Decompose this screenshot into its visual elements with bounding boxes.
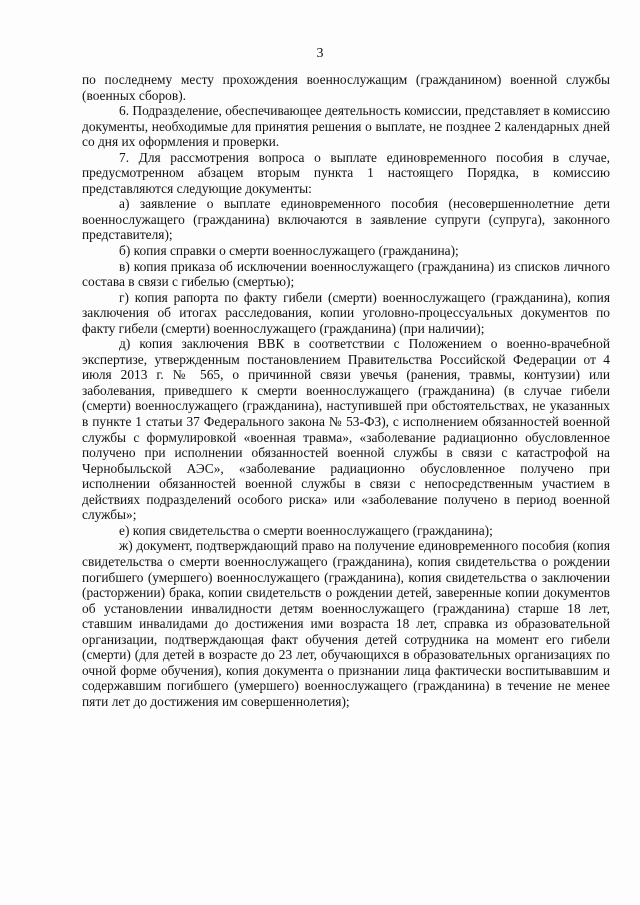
paragraph-subitem-a: а) заявление о выплате единовременного пособия (несовершеннолетние дети военнослужащего (гражданина) включаются в заявление супруги (супруга), законного представителя); — [82, 196, 610, 243]
paragraph-subitem-d: д) копия заключения ВВК в соответствии с Положением о военно-врачебной экспертизе, утвержденным постановлением Правительства Российской Федерации от 4 июля 2013 г. № 565, о причинной связи увечья (ранения, травмы, контузии) или заболевания, приведшего к смерти военнослужащего (гражданина) (в случае гибели (смерти) военнослужащего (гражданина), наступившей при обстоятельствах, не указанных в пункте 1 статьи 37 Федерального закона № 53-ФЗ), с исполнением обязанностей военной службы с формулировкой «военная травма», «заболевание радиационно обусловленное получено при исполнении обязанностей военной службы в связи с катастрофой на Чернобыльской АЭС», «заболевание радиационно обусловленное получено при исполнении обязанностей военной службы в связи с непосредственным участием в действиях подразделений особого риска» или «заболевание получено в период военной службы»; — [82, 336, 610, 523]
paragraph-item-6: 6. Подразделение, обеспечивающее деятельность комиссии, представляет в комиссию документы, необходимые для принятия решения о выплате, не позднее 2 календарных дней со дня их оформления и проверки. — [82, 103, 610, 150]
paragraph-item-7: 7. Для рассмотрения вопроса о выплате единовременного пособия в случае, предусмотренном абзацем вторым пункта 1 настоящего Порядка, в комиссию представляются следующие документы: — [82, 149, 610, 196]
paragraph-subitem-b: б) копия справки о смерти военнослужащего (гражданина); — [119, 243, 459, 259]
paragraph-continuation: по последнему месту прохождения военнослужащим (гражданином) военной службы (военных сборов). — [82, 72, 610, 103]
page-number: 3 — [316, 46, 324, 61]
paragraph-subitem-e: е) копия свидетельства о смерти военнослужащего (гражданина); — [119, 522, 493, 538]
paragraph-subitem-v: в) копия приказа об исключении военнослужащего (гражданина) из списков личного состава в связи с гибелью (смертью); — [82, 258, 610, 290]
paragraph-subitem-g: г) копия рапорта по факту гибели (смерти) военнослужащего (гражданина), копия заключения об итогах расследования, копии уголовно-процессуальных документов по факту гибели (смерти) военнослужащего (гражданина) (при наличии); — [82, 289, 610, 336]
document-body — [82, 72, 610, 709]
paragraph-subitem-zh: ж) документ, подтверждающий право на получение единовременного пособия (копия свидетельства о смерти военнослужащего (гражданина), копия свидетельства о рождении погибшего (умершего) военнослужащего (гражданина), копия свидетельства о заключении (расторжении) брака, копии свидетельств о рождении детей, заверенные копии документов об установлении инвалидности детям военнослужащего (гражданина) старше 18 лет, ставшим инвалидами до достижения ими возраста 18 лет, справка из образовательной организации, подтверждающая факт обучения детей сотрудника на момент его гибели (смерти) (для детей в возрасте до 23 лет, обучающихся в образовательных организациях по очной форме обучения), копия документа о признании лица фактически воспитывавшим и содержавшим погибшего (умершего) военнослужащего (гражданина) в течение не менее пяти лет до достижения им совершеннолетия); — [82, 538, 610, 709]
